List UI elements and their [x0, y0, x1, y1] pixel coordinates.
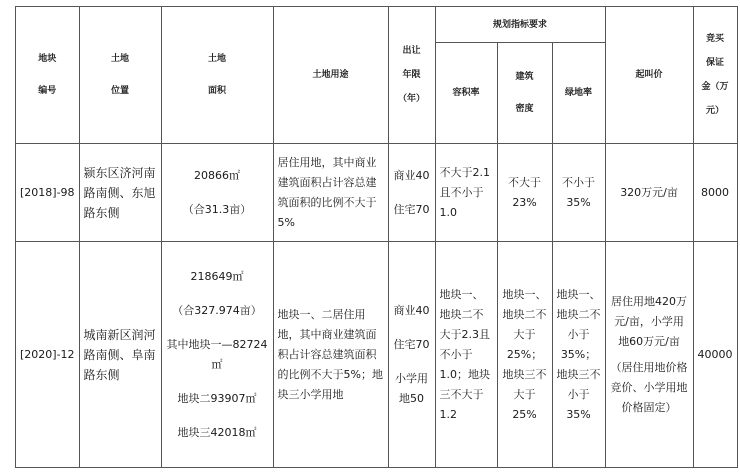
header-planning-group [435, 7, 605, 43]
header-term [388, 7, 435, 144]
header-term-line3: （年） [398, 94, 426, 104]
row2-start-price [605, 242, 693, 468]
row1-term [388, 144, 435, 242]
header-far-text: 容积率 [452, 88, 480, 98]
header-plot-no-line1: 地块 [38, 54, 57, 64]
header-density-line2: 密度 [515, 104, 534, 114]
row1-area-mu: （合31.3亩） [182, 202, 252, 216]
row2-area-plot3: 地块三42018㎡ [177, 425, 257, 439]
row2-area [161, 242, 273, 468]
row2-deposit: 40000 [693, 242, 737, 468]
row2-plot-no: [2020]-12 [16, 242, 80, 468]
row2-green: 地块一、地块二不小于35%；地块三不小于35% [552, 242, 605, 468]
row2-area-mu: （合327.974亩） [172, 303, 262, 317]
row1-far: 不大于2.1且不小于1.0 [435, 144, 497, 242]
header-location [79, 7, 161, 144]
row2-area-plot2: 地块二93907㎡ [177, 391, 257, 405]
row1-area [161, 144, 273, 242]
header-deposit-line3: 金（万 [701, 82, 729, 92]
header-density-line1: 建筑 [515, 72, 534, 82]
header-area [161, 7, 273, 144]
row1-term-residential: 住宅70 [393, 202, 430, 216]
header-deposit [693, 7, 737, 144]
header-plot-no [16, 7, 80, 144]
row2-term-residential: 住宅70 [393, 337, 430, 351]
header-plot-no-line2: 编号 [38, 86, 57, 96]
row2-land-use: 地块一、二居住用地，其中商业建筑面积占计容总建筑面积的比例不大于5%；地块三小学用地 [273, 242, 388, 468]
header-start-price [605, 7, 693, 144]
row2-term [388, 242, 435, 468]
row1-land-use: 居住用地，其中商业建筑面积占计容总建筑面积的比例不大于5% [273, 144, 388, 242]
row1-area-sqm: 20866㎡ [194, 168, 241, 182]
header-area-line2: 面积 [208, 86, 227, 96]
row1-start-price: 320万元/亩 [605, 144, 693, 242]
header-location-line1: 土地 [111, 54, 130, 64]
row2-area-plot1: 其中地块一—82724㎡ [166, 337, 268, 371]
header-deposit-line4: 元） [706, 106, 725, 116]
row1-density: 不大于23% [497, 144, 552, 242]
row2-far: 地块一、地块二不大于2.3且不小于1.0；地块三不大于1.2 [435, 242, 497, 468]
header-deposit-line1: 竞买 [706, 34, 725, 44]
header-start-price-text: 起叫价 [635, 70, 663, 80]
header-deposit-line2: 保证 [706, 58, 725, 68]
table-row [16, 144, 738, 242]
header-location-line2: 位置 [111, 86, 130, 96]
row1-term-commercial: 商业40 [393, 168, 430, 182]
row2-density: 地块一、地块二不大于25%；地块三不大于25% [497, 242, 552, 468]
land-auction-table [15, 6, 738, 468]
row2-start-price-main: 居住用地420万元/亩，小学用地60万元/亩 [611, 294, 688, 348]
header-density [497, 43, 552, 144]
row2-area-total: 218649㎡ [190, 269, 244, 283]
row2-term-commercial: 商业40 [393, 303, 430, 317]
row1-plot-no: [2018]-98 [16, 144, 80, 242]
header-planning-group-text: 规划指标要求 [493, 19, 548, 30]
row1-location: 颍东区济河南路南侧、东旭路东侧 [79, 144, 161, 242]
header-green [552, 43, 605, 144]
row1-green: 不小于35% [552, 144, 605, 242]
header-green-text: 绿地率 [565, 88, 593, 98]
header-land-use [273, 7, 388, 144]
row2-term-school: 小学用地50 [395, 371, 429, 405]
row1-deposit: 8000 [693, 144, 737, 242]
header-far [435, 43, 497, 144]
header-row-1 [16, 7, 738, 43]
header-term-line1: 出让 [402, 46, 421, 56]
header-area-line1: 土地 [208, 54, 227, 64]
header-term-line2: 年限 [402, 70, 421, 80]
row2-start-price-note: （居住用地价格竞价、小学用地价格固定） [610, 360, 688, 414]
header-land-use-text: 土地用途 [312, 70, 349, 80]
table-row [16, 242, 738, 468]
row2-location: 城南新区润河路南侧、阜南路东侧 [79, 242, 161, 468]
